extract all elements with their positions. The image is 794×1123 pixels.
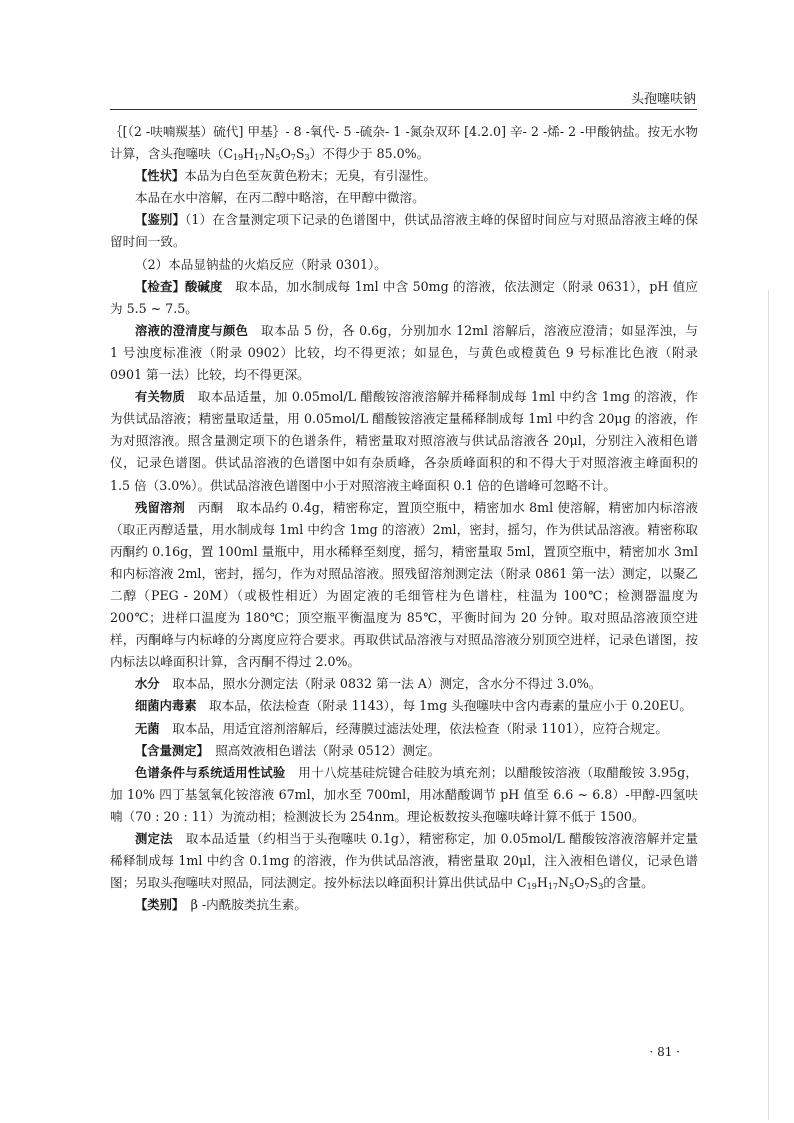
subheading-chromatography: 色谱条件与系统适用性试验 (135, 765, 286, 780)
residual-solvents-paragraph (110, 497, 698, 674)
section-heading-identification: 【鉴别】 (135, 213, 185, 228)
procedure-tail: 的含量。 (603, 875, 654, 891)
formula-el: N (558, 875, 570, 891)
properties-paragraph (110, 165, 698, 187)
residual-solvents-text: 丙酮 取本品约 0.4g，精密称定，置顶空瓶中，精密加水 8ml 使溶解，精密加内标溶液（取正丙醇适量，用水制成每 1ml 中约含 1mg 的溶液）2ml，密封，摇匀，作为供试品溶液。精密称取丙酮约 0.16g，置 100ml 量瓶中，用水稀释至刻度，摇匀，精密量取 5ml，置顶空瓶中，精密加水 3ml 和内标溶液 2ml，密封，摇匀，作为对照品溶液。照残留溶剂测定法（附录 0861 第一法）测定，以聚乙二醇（PEG - 20M）（或极性相近）为固定液的毛细管柱为色谱柱，柱温为 100℃；检测器温度为 200℃；进样口温度为 180℃；顶空瓶平衡温度为 85℃，平衡时间为 20 分钟。取对照品溶液顶空进样，丙酮峰与内标峰的分离度应符合要求。再取供试品溶液与对照品溶液分别顶空进样，记录色谱图，按内标法以峰面积计算，含丙酮不得过 2.0%。 (110, 499, 698, 670)
chromatography-paragraph (110, 762, 698, 828)
chemical-name-text: ｛[（2 -呋喃羰基）硫代] 甲基｝- 8 -氧代- 5 -硫杂- 1 -氮杂双环 [4.2.0] 辛- 2 -烯- 2 -甲酸钠盐。按无水物计算，含头孢噻呋（C (110, 124, 698, 162)
acidity-paragraph (110, 276, 698, 320)
formula-sub: 19 (232, 153, 244, 163)
chemical-name-paragraph (110, 121, 698, 165)
identification-paragraph-2: （2）本品显钠盐的火焰反应（附录 0301）。 (135, 256, 387, 272)
water-text: 取本品，照水分测定法（附录 0832 第一法 A）测定，含水分不得过 3.0%。 (172, 676, 602, 692)
clarity-text: 取本品 5 份，各 0.6g，分别加水 12ml 溶解后，溶液应澄清；如显浑浊，与 1 号浊度标准液（附录 0902）比较，均不得更浓；如显色，与黄色或橙黄色 9 号标准比色液（附录 0901 第一法）比较，均不得更深。 (110, 322, 698, 383)
page-edge-line (768, 290, 769, 1120)
content-requirement: ）不得少于 85.0%。 (309, 146, 430, 162)
subheading-endotoxin: 细菌内毒素 (135, 699, 197, 714)
related-substances-paragraph (110, 386, 698, 496)
sterility-paragraph (110, 718, 698, 740)
category-paragraph (110, 894, 698, 916)
formula-sub: 5 (569, 882, 575, 892)
subheading-water: 水分 (135, 677, 160, 692)
acidity-text: 取本品，加水制成每 1ml 中含 50mg 的溶液，依法测定（附录 0631），pH 值应为 5.5 ~ 7.5。 (110, 278, 698, 316)
formula-el: H (243, 146, 255, 162)
formula-sub: 7 (584, 882, 590, 892)
assay-paragraph (110, 740, 698, 762)
water-paragraph (110, 673, 698, 695)
formula-sub: 3 (304, 153, 310, 163)
section-heading-tests: 【检查】 (135, 279, 185, 294)
formula-sub: 17 (547, 882, 558, 892)
subheading-sterility: 无菌 (135, 721, 160, 736)
subheading-acidity: 酸碱度 (185, 279, 223, 294)
formula-el: H (536, 875, 548, 891)
identification-paragraph-1 (110, 209, 698, 253)
formula-el: S (589, 875, 599, 891)
formula-el: S (295, 146, 305, 162)
identification-text-1: （1）在含量测定项下记录的色谱图中，供试品溶液主峰的保留时间应与对照品溶液主峰的保留时间一致。 (110, 212, 698, 250)
endotoxin-text: 取本品，依法检查（附录 1143），每 1mg 头孢噻呋中含内毒素的量应小于 0.20EU。 (209, 698, 692, 714)
monograph-body (110, 121, 698, 916)
solubility-paragraph: 本品在水中溶解，在丙二醇中略溶，在甲醇中微溶。 (135, 190, 425, 206)
sterility-text: 取本品，用适宜溶剂溶解后，经薄膜过滤法处理，依法检查（附录 1101），应符合规定。 (172, 720, 668, 736)
section-heading-category: 【类别】 (135, 898, 179, 913)
category-text: β -内酰胺类抗生素。 (190, 897, 307, 913)
chromatography-text: 用十八烷基硅烷键合硅胶为填充剂；以醋酸铵溶液（取醋酸铵 3.95g，加 10% 四丁基氢氧化铵溶液 67ml，加水至 700ml，用冰醋酸调节 pH 值至 6.6 ~ 6.8）-甲醇-四氢呋喃（70 : 20 : 11）为流动相；检测波长为 254nm。理论板数按头孢噻呋峰计算不低于 1500。 (110, 764, 698, 824)
assay-text: 照高效液相色谱法（附录 0512）测定。 (215, 742, 441, 758)
procedure-text: 取本品适量（约相当于头孢噻呋 0.1g），精密称定，加 0.05mol/L 醋酸铵溶液溶解并定量稀释制成每 1ml 中约含 0.1mg 的溶液，作为供试品溶液，精密量取 20μl，注入液相色谱仪，记录色谱图；另取头孢噻呋对照品，同法测定。按外标法以峰面积计算出供试品中 C (110, 831, 698, 891)
formula-sub: 17 (254, 153, 265, 163)
subheading-residual-solvents: 残留溶剂 (135, 500, 186, 515)
formula-el: O (574, 875, 585, 891)
subheading-clarity: 溶液的澄清度与颜色 (135, 323, 249, 338)
formula-sub: 3 (598, 882, 604, 892)
formula-sub: 5 (275, 153, 281, 163)
formula-sub: 19 (526, 882, 537, 892)
header-rule (110, 109, 697, 110)
formula-sub: 7 (290, 153, 296, 163)
running-header-title: 头孢噻呋钠 (630, 92, 696, 107)
procedure-paragraph (110, 828, 698, 894)
formula-el: N (264, 146, 276, 162)
page-number: · 81 · (649, 1045, 680, 1059)
section-heading-assay: 【含量测定】 (135, 743, 203, 758)
subheading-related-substances: 有关物质 (135, 390, 186, 405)
related-substances-text: 取本品适量，加 0.05mol/L 醋酸铵溶液溶解并稀释制成每 1ml 中约含 1mg 的溶液，作为供试品溶液；精密量取适量，用 0.05mol/L 醋酸铵溶液定量稀释制成每 1ml 中约含 20μg 的溶液，作为对照溶液。照含量测定项下的色谱条件，精密量取对照溶液与供试品溶液各 20μl，分别注入液相色谱仪，记录色谱图。供试品溶液的色谱图中如有杂质峰，各杂质峰面积的和不得大于对照溶液主峰面积的 1.5 倍（3.0%）。供试品溶液色谱图中小于对照溶液主峰面积 0.1 倍的色谱峰可忽略不计。 (110, 389, 699, 493)
section-heading-properties: 【性状】 (135, 169, 185, 184)
formula-el: O (280, 146, 291, 162)
clarity-paragraph (110, 320, 698, 386)
subheading-procedure: 测定法 (135, 832, 173, 846)
endotoxin-paragraph (110, 695, 698, 717)
properties-text: 本品为白色至灰黄色粉末；无臭，有引湿性。 (184, 168, 437, 184)
